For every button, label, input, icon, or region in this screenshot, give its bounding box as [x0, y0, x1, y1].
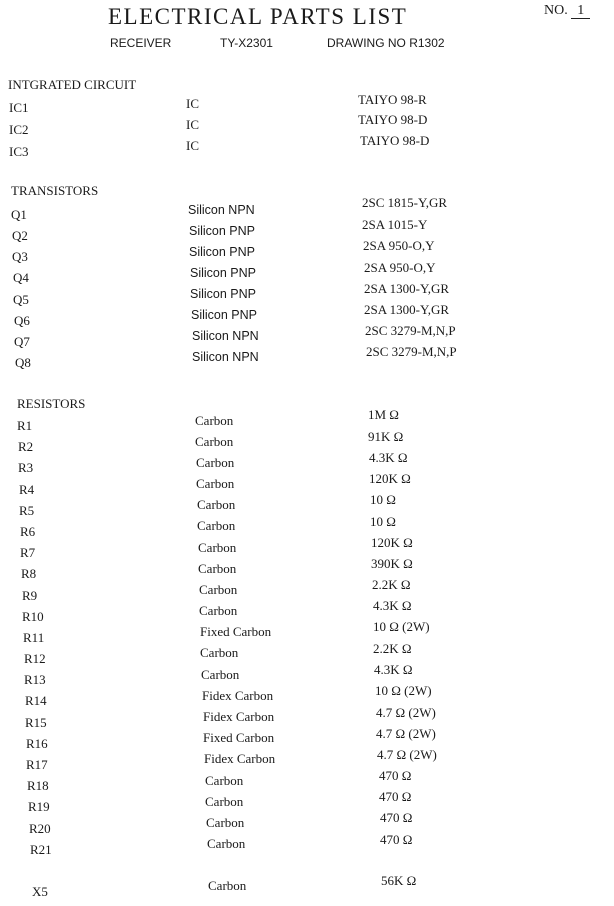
ref-designator: R1: [17, 418, 33, 433]
part-description: Fidex Carbon: [203, 709, 275, 724]
part-description: Silicon PNP: [190, 287, 256, 301]
ref-designator: IC2: [9, 122, 29, 137]
ref-designator: R6: [20, 524, 36, 539]
part-number: 2.2K Ω: [372, 577, 411, 592]
part-description: Silicon NPN: [192, 329, 259, 343]
part-description: Carbon: [199, 603, 238, 618]
part-description: Carbon: [196, 455, 235, 470]
ref-designator: Q2: [12, 228, 28, 243]
part-description: IC: [186, 96, 199, 111]
part-number: 4.3K Ω: [373, 598, 412, 613]
part-number: 4.3K Ω: [374, 662, 413, 677]
part-number: 2SA 1300-Y,GR: [364, 281, 450, 296]
part-description: Fidex Carbon: [204, 751, 276, 766]
ref-designator: R8: [21, 566, 37, 581]
part-description: Carbon: [200, 645, 239, 660]
ref-designator: IC1: [9, 100, 29, 115]
ref-designator: Q6: [14, 313, 30, 328]
section-heading-resistors: RESISTORS: [17, 396, 86, 411]
ref-designator: R16: [26, 736, 48, 751]
part-number: 10 Ω (2W): [375, 683, 432, 698]
part-number: 2SC 1815-Y,GR: [362, 195, 448, 210]
ref-designator: R12: [24, 651, 46, 666]
ref-designator: Q4: [13, 270, 29, 285]
ref-designator: R5: [19, 503, 35, 518]
part-number: 120K Ω: [369, 471, 411, 486]
ref-designator: R19: [28, 799, 50, 814]
ref-designator: R4: [19, 482, 35, 497]
part-description: IC: [186, 117, 199, 132]
part-number: 2SC 3279-M,N,P: [366, 344, 457, 359]
ref-designator: R3: [18, 460, 34, 475]
part-number: 4.3K Ω: [369, 450, 408, 465]
part-description: Fixed Carbon: [200, 624, 272, 639]
ref-designator: Q7: [14, 334, 30, 349]
part-number: 56K Ω: [381, 873, 417, 888]
part-description: Carbon: [199, 582, 238, 597]
ref-designator: R20: [29, 821, 51, 836]
part-number: 4.7 Ω (2W): [377, 747, 437, 762]
page-title: ELECTRICAL PARTS LIST: [108, 4, 408, 29]
part-description: Carbon: [207, 836, 246, 851]
part-number: 470 Ω: [379, 789, 412, 804]
part-number: 1M Ω: [368, 407, 399, 422]
ref-designator: Q3: [12, 249, 28, 264]
part-description: Silicon PNP: [189, 245, 255, 259]
part-description: Carbon: [205, 773, 244, 788]
page-number-value: 1: [571, 3, 590, 19]
part-description: Fixed Carbon: [203, 730, 275, 745]
ref-designator: R14: [25, 693, 47, 708]
part-number: 2SA 1300-Y,GR: [364, 302, 450, 317]
section-heading-ic: INTGRATED CIRCUIT: [8, 77, 137, 92]
part-description: Carbon: [197, 497, 236, 512]
ref-designator: Q1: [11, 207, 27, 222]
model-number: TY-X2301: [220, 36, 273, 50]
part-description: Carbon: [197, 518, 236, 533]
part-number: 4.7 Ω (2W): [376, 705, 436, 720]
part-description: Fidex Carbon: [202, 688, 274, 703]
ref-designator: R11: [23, 630, 45, 645]
ref-designator: R15: [25, 715, 47, 730]
part-description: Silicon NPN: [192, 350, 259, 364]
part-description: Carbon: [201, 667, 240, 682]
part-description: Carbon: [198, 540, 237, 555]
page-number: [544, 3, 590, 19]
part-number: 120K Ω: [371, 535, 413, 550]
ref-designator: R9: [22, 588, 38, 603]
section-heading-transistors: TRANSISTORS: [11, 183, 99, 198]
part-description: Carbon: [195, 434, 234, 449]
part-number: 10 Ω: [370, 492, 396, 507]
drawing-number: DRAWING NO R1302: [327, 36, 445, 50]
ref-designator: Q5: [13, 292, 29, 307]
part-number: 10 Ω: [370, 514, 396, 529]
ref-designator: R18: [27, 778, 49, 793]
part-number: 2SC 3279-M,N,P: [365, 323, 456, 338]
ref-designator: IC3: [9, 144, 29, 159]
part-number: 2SA 950-O,Y: [364, 260, 436, 275]
part-number: 2SA 1015-Y: [362, 217, 428, 232]
part-number: 390K Ω: [371, 556, 413, 571]
ref-designator: Q8: [15, 355, 31, 370]
part-number: 2SA 950-O,Y: [363, 238, 435, 253]
part-number: 470 Ω: [379, 768, 412, 783]
part-description: Carbon: [205, 794, 244, 809]
part-description: Carbon: [206, 815, 245, 830]
ref-designator: R17: [26, 757, 48, 772]
page-number-label: NO.: [544, 3, 568, 18]
part-description: Carbon: [196, 476, 235, 491]
part-number: 470 Ω: [380, 832, 413, 847]
part-number: TAIYO 98-D: [358, 112, 428, 127]
part-description: Silicon NPN: [188, 203, 255, 217]
part-number: 10 Ω (2W): [373, 619, 430, 634]
ref-designator: R2: [18, 439, 34, 454]
ref-designator: R10: [22, 609, 44, 624]
part-description: Silicon PNP: [191, 308, 257, 322]
part-number: TAIYO 98-R: [358, 92, 427, 107]
part-number: 470 Ω: [380, 810, 413, 825]
part-description: IC: [186, 138, 199, 153]
part-description: Silicon PNP: [190, 266, 256, 280]
part-number: 2.2K Ω: [373, 641, 412, 656]
ref-designator: R7: [20, 545, 36, 560]
part-number: TAIYO 98-D: [360, 133, 430, 148]
part-number: 91K Ω: [368, 429, 404, 444]
part-description: Silicon PNP: [189, 224, 255, 238]
part-description: Carbon: [198, 561, 237, 576]
part-description: Carbon: [195, 413, 234, 428]
receiver-label: RECEIVER: [110, 36, 172, 50]
ref-designator: R13: [24, 672, 46, 687]
ref-designator: R21: [30, 842, 52, 857]
part-description: Carbon: [208, 878, 247, 893]
ref-designator: X5: [32, 884, 48, 899]
part-number: 4.7 Ω (2W): [376, 726, 436, 741]
